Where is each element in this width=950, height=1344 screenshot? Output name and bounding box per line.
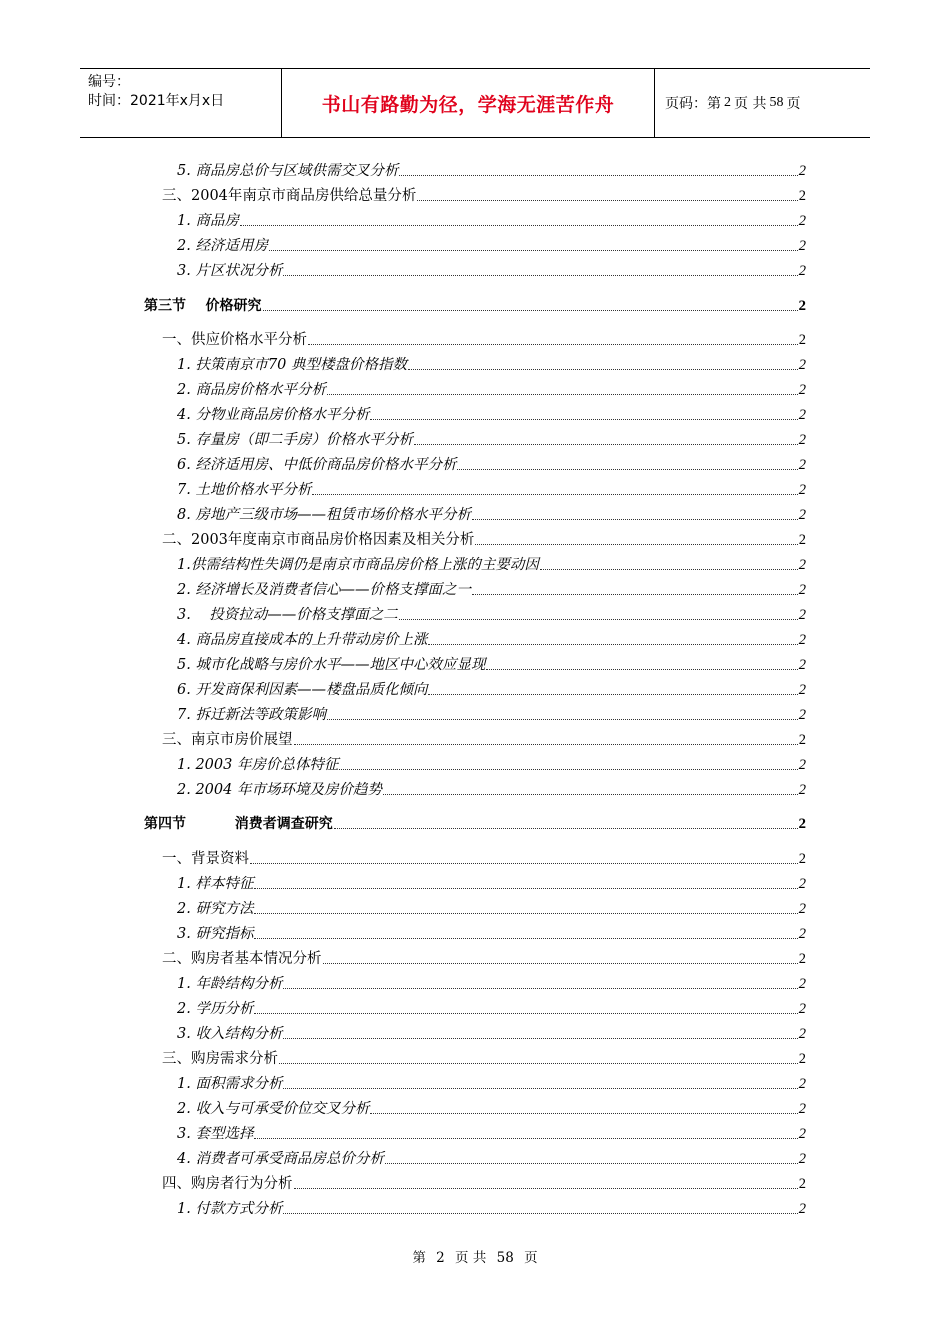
toc-page-number: 2: [798, 1076, 806, 1092]
toc-page-number: 2: [798, 816, 806, 832]
toc-section-heading[interactable]: [144, 812, 806, 834]
toc-entry-title: 1. 商品房: [177, 213, 239, 229]
toc-entry-title: 6. 开发商保利因素——楼盘品质化倾向: [177, 682, 428, 698]
toc-page-number: 2: [798, 976, 806, 992]
page-prefix: 页码：第: [665, 96, 721, 112]
toc-page-number: 2: [798, 238, 806, 254]
toc-entry-title: 7. 拆迁新法等政策影响: [177, 707, 326, 723]
toc-entry[interactable]: [177, 872, 806, 894]
toc-dot-leader: [457, 469, 797, 470]
toc-page-number: 2: [798, 707, 806, 723]
toc-dot-leader: [370, 419, 797, 420]
toc-dot-leader: [250, 863, 798, 864]
toc-page-number: 2: [798, 507, 806, 523]
toc-page-number: 2: [798, 1126, 806, 1142]
toc-dot-leader: [486, 669, 797, 670]
toc-entry-title: 3. 收入结构分析: [177, 1026, 283, 1042]
toc-entry-title: 1. 样本特征: [177, 876, 254, 892]
toc-dot-leader: [327, 394, 798, 395]
toc-entry-title: 一、背景资料: [162, 851, 249, 867]
toc-entry-title: 5. 存量房（即二手房）价格水平分析: [177, 432, 413, 448]
toc-page-number: 2: [798, 657, 806, 673]
toc-page-number: 2: [798, 851, 806, 867]
toc-entry-title: 2. 经济适用房: [177, 238, 268, 254]
toc-entry[interactable]: [162, 1172, 806, 1194]
toc-dot-leader: [417, 200, 797, 201]
toc-entry[interactable]: [162, 947, 806, 969]
toc-entry-title: 5. 商品房总价与区域供需交叉分析: [177, 163, 399, 179]
toc-entry-title: 4. 分物业商品房价格水平分析: [177, 407, 370, 423]
toc-entry-title: 一、供应价格水平分析: [162, 332, 307, 348]
toc-dot-leader: [428, 694, 797, 695]
toc-page-number: 2: [798, 951, 806, 967]
toc-entry-title: 8. 房地产三级市场——租赁市场价格水平分析: [177, 507, 471, 523]
toc-entry[interactable]: [177, 972, 806, 994]
toc-entry-title: 4. 消费者可承受商品房总价分析: [177, 1151, 384, 1167]
toc-page-number: 2: [798, 926, 806, 942]
header-motto-cell: [282, 69, 655, 137]
toc-entry[interactable]: [177, 403, 806, 425]
toc-dot-leader: [283, 988, 797, 989]
toc-entry-title: 2. 经济增长及消费者信心——价格支撑面之一: [177, 582, 471, 598]
toc-entry[interactable]: [177, 159, 806, 181]
footer-mid: 页 共: [455, 1250, 487, 1266]
toc-entry[interactable]: [177, 234, 806, 256]
toc-dot-leader: [312, 494, 797, 495]
toc-entry-title: 2. 商品房价格水平分析: [177, 382, 326, 398]
toc-dot-leader: [254, 888, 797, 889]
toc-page-number: 2: [798, 732, 806, 748]
toc-dot-leader: [540, 569, 798, 570]
toc-dot-leader: [399, 619, 798, 620]
toc-dot-leader: [308, 344, 798, 345]
toc-page-number: 2: [798, 532, 806, 548]
toc-entry-title: 二、购房者基本情况分析: [162, 951, 322, 967]
toc-entry[interactable]: [177, 578, 806, 600]
toc-page-number: 2: [798, 457, 806, 473]
toc-section-heading[interactable]: [144, 294, 806, 316]
code-label: 编号：: [88, 74, 130, 90]
toc-page-number: 2: [798, 1176, 806, 1192]
toc-entry-title: 5. 城市化战略与房价水平——地区中心效应显现: [177, 657, 486, 673]
footer-prefix: 第: [412, 1250, 426, 1266]
toc-entry[interactable]: [177, 678, 806, 700]
toc-entry[interactable]: [177, 378, 806, 400]
page-mid: 页 共: [734, 96, 767, 112]
toc-dot-leader: [254, 913, 797, 914]
toc-entry-title: 6. 经济适用房、中低价商品房价格水平分析: [177, 457, 457, 473]
toc-page-number: 2: [798, 213, 806, 229]
toc-dot-leader: [283, 275, 797, 276]
page-header: [80, 68, 870, 138]
toc-entry[interactable]: [177, 778, 806, 800]
header-page-info: [655, 69, 870, 137]
toc-dot-leader: [428, 644, 797, 645]
toc-entry[interactable]: [162, 728, 806, 750]
toc-dot-leader: [339, 769, 797, 770]
toc-entry-title: 三、2004年南京市商品房供给总量分析: [162, 188, 417, 204]
toc-dot-leader: [254, 1013, 797, 1014]
toc-entry[interactable]: [177, 922, 806, 944]
header-meta: [80, 69, 282, 137]
toc-entry[interactable]: [177, 453, 806, 475]
toc-entry[interactable]: [162, 1047, 806, 1069]
toc-page-number: 2: [798, 607, 806, 623]
toc-page-number: 2: [798, 482, 806, 498]
toc-page-number: 2: [798, 1001, 806, 1017]
toc-entry[interactable]: [177, 428, 806, 450]
toc-dot-leader: [472, 519, 798, 520]
toc-entry-title: 2. 学历分析: [177, 1001, 254, 1017]
toc-entry-title: 1. 2003 年房价总体特征: [177, 757, 339, 773]
toc-dot-leader: [408, 369, 798, 370]
toc-dot-leader: [279, 1063, 798, 1064]
toc-entry[interactable]: [177, 1022, 806, 1044]
page-suffix: 页: [786, 96, 801, 112]
toc-page-number: 2: [798, 557, 806, 573]
toc-entry-title: 三、购房需求分析: [162, 1051, 278, 1067]
toc-page-number: 2: [798, 1101, 806, 1117]
toc-dot-leader: [385, 1163, 798, 1164]
toc-page-number: 2: [798, 298, 806, 314]
toc-page-number: 2: [798, 632, 806, 648]
toc-dot-leader: [254, 1138, 797, 1139]
toc-entry-title: 3. 片区状况分析: [177, 263, 283, 279]
toc-dot-leader: [269, 250, 798, 251]
toc-entry[interactable]: [177, 478, 806, 500]
toc-dot-leader: [283, 1088, 797, 1089]
toc-entry-title: 第四节 消费者调查研究: [144, 816, 333, 832]
toc-entry[interactable]: [177, 628, 806, 650]
toc-page-number: 2: [798, 782, 806, 798]
toc-dot-leader: [475, 544, 797, 545]
toc-page-number: 2: [798, 1026, 806, 1042]
page-total: 58: [769, 95, 784, 110]
toc-entry-title: 四、购房者行为分析: [162, 1176, 293, 1192]
toc-entry-title: 3. 研究指标: [177, 926, 254, 942]
toc-page-number: 2: [798, 357, 806, 373]
toc-entry[interactable]: [177, 897, 806, 919]
toc-page-number: 2: [798, 1151, 806, 1167]
toc-entry[interactable]: [177, 703, 806, 725]
toc-entry-title: 三、南京市房价展望: [162, 732, 293, 748]
toc-entry-title: 1. 面积需求分析: [177, 1076, 283, 1092]
toc-page-number: 2: [798, 901, 806, 917]
toc-entry[interactable]: [177, 1147, 806, 1169]
toc-page-number: 2: [798, 332, 806, 348]
toc-entry[interactable]: [177, 503, 806, 525]
toc-entry-title: 1.供需结构性失调仍是南京市商品房价格上涨的主要动因: [177, 557, 539, 573]
toc-entry[interactable]: [177, 553, 806, 575]
toc-page-number: 2: [798, 432, 806, 448]
toc-page-number: 2: [798, 1201, 806, 1217]
toc-entry-title: 4. 商品房直接成本的上升带动房价上涨: [177, 632, 428, 648]
toc-dot-leader: [294, 1188, 798, 1189]
toc-page-number: 2: [798, 582, 806, 598]
toc-entry-title: 3. 投资拉动——价格支撑面之二: [177, 607, 398, 623]
toc-dot-leader: [283, 1038, 797, 1039]
toc-dot-leader: [370, 1113, 797, 1114]
page-current: 2: [724, 95, 731, 110]
toc-entry-title: 第三节 价格研究: [144, 298, 262, 314]
toc-entry-title: 2. 2004 年市场环境及房价趋势: [177, 782, 382, 798]
toc-dot-leader: [254, 938, 797, 939]
toc-page-number: 2: [798, 407, 806, 423]
toc-entry[interactable]: [177, 753, 806, 775]
footer-total: 58: [496, 1250, 514, 1266]
toc-entry[interactable]: [162, 184, 806, 206]
toc-dot-leader: [414, 444, 798, 445]
toc-entry[interactable]: [177, 353, 806, 375]
toc-page-number: 2: [798, 1051, 806, 1067]
toc-entry[interactable]: [177, 997, 806, 1019]
toc-entry[interactable]: [177, 259, 806, 281]
toc-entry[interactable]: [162, 328, 806, 350]
toc-dot-leader: [327, 719, 798, 720]
toc-entry-title: 1. 付款方式分析: [177, 1201, 283, 1217]
footer-suffix: 页: [524, 1250, 538, 1266]
toc-entry[interactable]: [177, 1197, 806, 1219]
toc-page-number: 2: [798, 876, 806, 892]
toc-dot-leader: [283, 1213, 797, 1214]
toc-entry-title: 3. 套型选择: [177, 1126, 254, 1142]
toc-entry-title: 1. 扶策南京市70 典型楼盘价格指数: [177, 357, 408, 373]
toc-entry[interactable]: [162, 847, 806, 869]
toc-entry[interactable]: [177, 1122, 806, 1144]
toc-entry[interactable]: [177, 209, 806, 231]
toc-page-number: 2: [798, 188, 806, 204]
toc-entry-title: 2. 研究方法: [177, 901, 254, 917]
toc-entry[interactable]: [177, 1097, 806, 1119]
toc-dot-leader: [263, 310, 798, 311]
toc-page-number: 2: [798, 263, 806, 279]
toc-dot-leader: [399, 175, 797, 176]
toc-entry[interactable]: [177, 1072, 806, 1094]
toc-dot-leader: [334, 828, 798, 829]
toc-page-number: 2: [798, 757, 806, 773]
toc-dot-leader: [323, 963, 798, 964]
toc-entry-title: 二、2003年度南京市商品房价格因素及相关分析: [162, 532, 475, 548]
toc-entry[interactable]: [177, 603, 806, 625]
toc-dot-leader: [240, 225, 798, 226]
motto-text: 书山有路勤为径，学海无涯苦作舟: [321, 93, 615, 116]
toc-dot-leader: [383, 794, 798, 795]
toc-page-number: 2: [798, 382, 806, 398]
toc-entry-title: 1. 年龄结构分析: [177, 976, 283, 992]
toc-entry-title: 7. 土地价格水平分析: [177, 482, 312, 498]
toc-entry[interactable]: [177, 653, 806, 675]
toc-entry-title: 2. 收入与可承受价位交叉分析: [177, 1101, 370, 1117]
toc-dot-leader: [294, 744, 798, 745]
toc-dot-leader: [472, 594, 798, 595]
toc-page-number: 2: [798, 163, 806, 179]
toc-page-number: 2: [798, 682, 806, 698]
page-footer: [0, 1246, 950, 1266]
toc-entry[interactable]: [162, 528, 806, 550]
footer-current: 2: [436, 1250, 445, 1266]
time-label: 时间：2021年x月x日: [88, 93, 225, 109]
